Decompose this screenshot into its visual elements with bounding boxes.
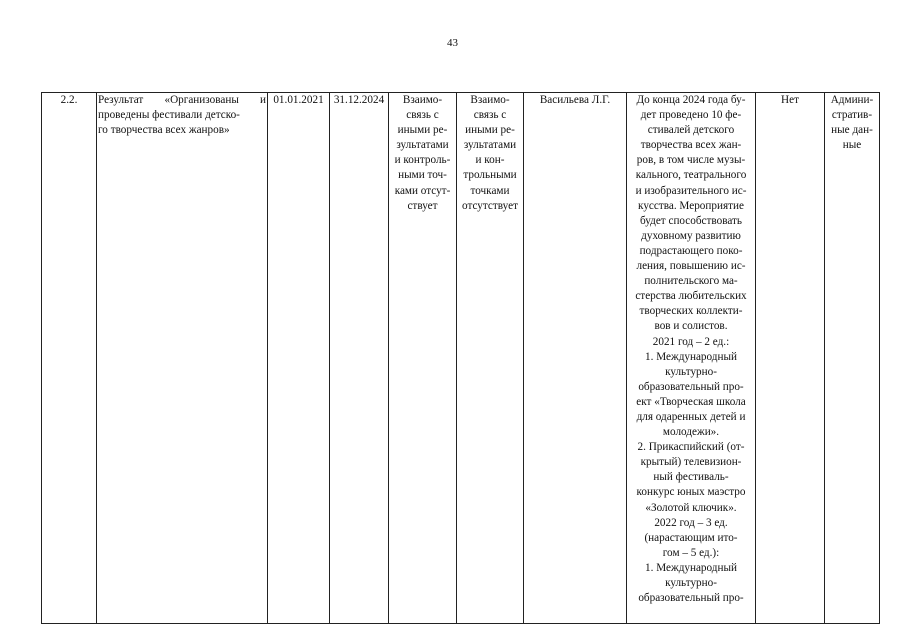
description-line: 2022 год – 3 ед. [654, 516, 728, 529]
description-line: будет способствовать [639, 214, 743, 227]
table-row [42, 93, 880, 624]
description-line: стивалей детского [647, 124, 735, 137]
description-line: ров, в том числе музы- [636, 154, 746, 167]
plan-table [41, 92, 880, 624]
description-line: крытый) телевизион- [640, 456, 742, 469]
description-line: ления, повышению ис- [636, 260, 746, 273]
description-line: для одаренных детей и [636, 410, 746, 423]
description-line: образовательный про- [638, 592, 744, 605]
start-date: 01.01.2021 [268, 93, 330, 624]
status: Нет [756, 93, 825, 624]
description-line: ный фестиваль- [653, 471, 729, 484]
link-with-results: Взаимо- связь с иными ре- зультатами и контроль- ными точ- ками отсут- ствует [389, 93, 457, 624]
description-line: 2021 год – 2 ед.: [652, 335, 730, 348]
description-line: молодежи». [662, 426, 720, 439]
description-line: творчества всех жан- [640, 139, 742, 152]
row-number: 2.2. [42, 93, 97, 624]
link-with-control-points: Взаимо- связь с иными ре- зультатами и кон- трольными точками отсутствует [457, 93, 524, 624]
description-line: и изобразительного ис- [635, 184, 747, 197]
responsible-person: Васильева Л.Г. [524, 93, 627, 624]
page-number: 43 [447, 37, 458, 49]
description-line: гом – 5 ед.): [662, 546, 720, 559]
description-line: «Золотой ключик». [645, 501, 737, 514]
description-line: 2. Прикаспийский (от- [637, 441, 745, 454]
description-line: 1. Международный [645, 561, 737, 574]
result-name: Результат «Организованы и проведены фестивали детско- го творчества всех жанров» [97, 93, 268, 624]
description-line: образовательный про- [638, 380, 744, 393]
description-line: духовному развитию [641, 229, 741, 242]
result-description [627, 93, 756, 624]
description-line: культурно- [665, 365, 717, 378]
description-line: 1. Международный [645, 350, 737, 363]
description-line: ект «Творческая школа [636, 395, 746, 408]
description-line: кусства. Мероприятие [638, 199, 744, 212]
description-line: стерства любительских [635, 290, 747, 303]
description-line: До конца 2024 года бу- [636, 94, 746, 106]
description-line: полнительского ма- [644, 275, 738, 288]
end-date: 31.12.2024 [330, 93, 389, 624]
description-line: вов и солистов. [654, 320, 728, 333]
description-line: творческих коллекти- [639, 305, 743, 318]
description-line: подрастающего поко- [639, 244, 743, 257]
description-line: культурно- [665, 577, 717, 589]
data-source: Админи- стратив- ные дан- ные [825, 93, 880, 624]
description-line: конкурс юных маэстро [636, 486, 746, 499]
description-line: кального, театрального [635, 169, 747, 182]
description-line: дет проведено 10 фе- [640, 109, 742, 122]
description-line: (нарастающим ито- [644, 531, 738, 544]
